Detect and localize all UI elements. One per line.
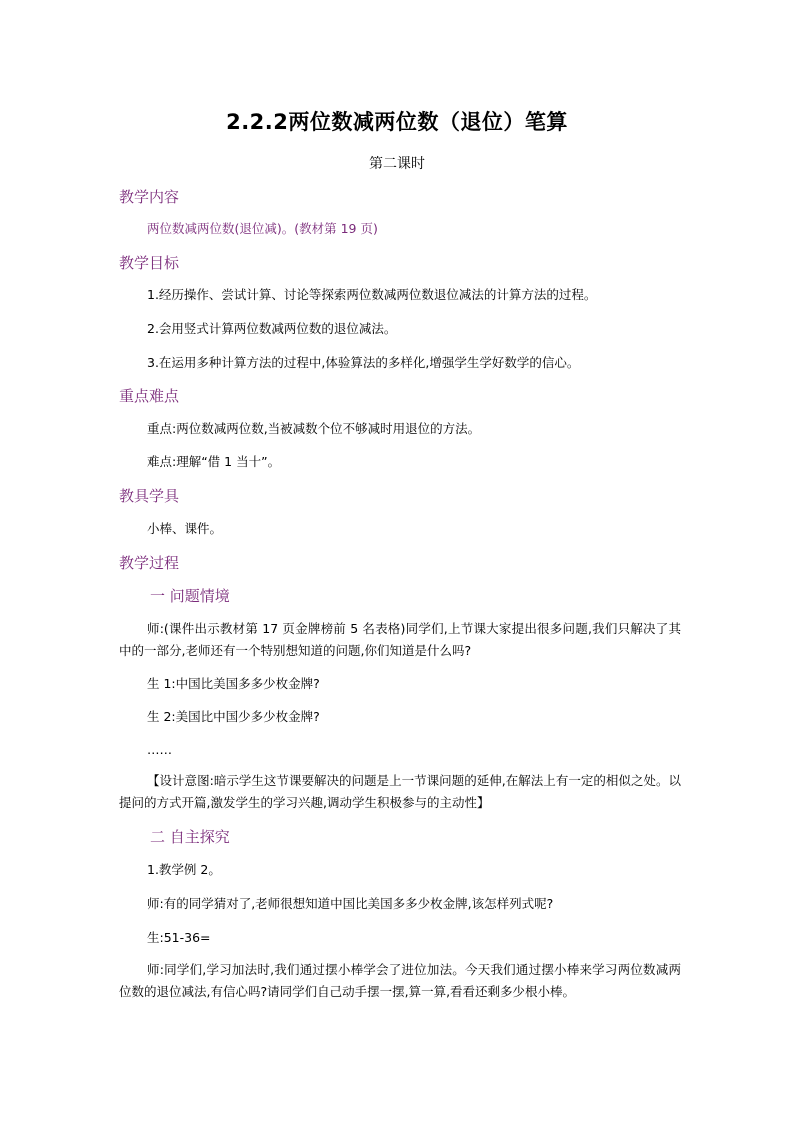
part2-paragraph: 师:有的同学猜对了,老师很想知道中国比美国多多少枚金牌,该怎样列式呢? <box>147 896 554 911</box>
key-item: 重点:两位数减两位数,当被减数个位不够减时用退位的方法。 <box>147 421 481 436</box>
tools-text: 小棒、课件。 <box>147 521 223 536</box>
part2-paragraph: 1.教学例 2。 <box>147 862 221 877</box>
part1-paragraph: …… <box>147 742 172 757</box>
section-heading-content: 教学内容 <box>119 188 180 206</box>
design-intent-note: 【设计意图:暗示学生这节课要解决的问题是上一节课问题的延伸,在解法上有一定的相似之处。以提问的方式开篇,激发学生的学习兴趣,调动学生积极参与的主动性】 <box>119 773 681 810</box>
section-heading-process: 教学过程 <box>119 554 180 572</box>
section-heading-tools: 教具学具 <box>119 487 180 505</box>
goal-item: 2.会用竖式计算两位数减两位数的退位减法。 <box>147 321 397 336</box>
goal-item: 1.经历操作、尝试计算、讨论等探索两位数减两位数退位减法的计算方法的过程。 <box>147 287 597 302</box>
goal-item: 3.在运用多种计算方法的过程中,体验算法的多样化,增强学生学好数学的信心。 <box>147 355 580 370</box>
part2-paragraph: 生:51-36= <box>147 930 211 945</box>
part1-paragraph: 生 1:中国比美国多多少枚金牌? <box>147 676 320 691</box>
section-heading-goals: 教学目标 <box>119 254 180 272</box>
part1-paragraph: 师:(课件出示教材第 17 页金牌榜前 5 名表格)同学们,上节课大家提出很多问题,我们只解决了其中的一部分,老师还有一个特别想知道的问题,你们知道是什么吗? <box>119 621 681 658</box>
page-title: 2.2.2两位数减两位数（退位）笔算 <box>226 110 568 134</box>
part2-paragraph: 师:同学们,学习加法时,我们通过摆小棒学会了进位加法。今天我们通过摆小棒来学习两位数减两位数的退位减法,有信心吗?请同学们自己动手摆一摆,算一算,看看还剩多少根小棒。 <box>119 962 681 999</box>
key-item: 难点:理解“借 1 当十”。 <box>147 454 281 469</box>
page-subtitle: 第二课时 <box>369 156 425 172</box>
part2-heading: 二 自主探究 <box>150 828 230 846</box>
part1-heading: 一 问题情境 <box>150 587 230 605</box>
content-text: 两位数减两位数(退位减)。(教材第 19 页) <box>147 221 378 236</box>
section-heading-key: 重点难点 <box>119 387 180 405</box>
part1-paragraph: 生 2:美国比中国少多少枚金牌? <box>147 709 320 724</box>
